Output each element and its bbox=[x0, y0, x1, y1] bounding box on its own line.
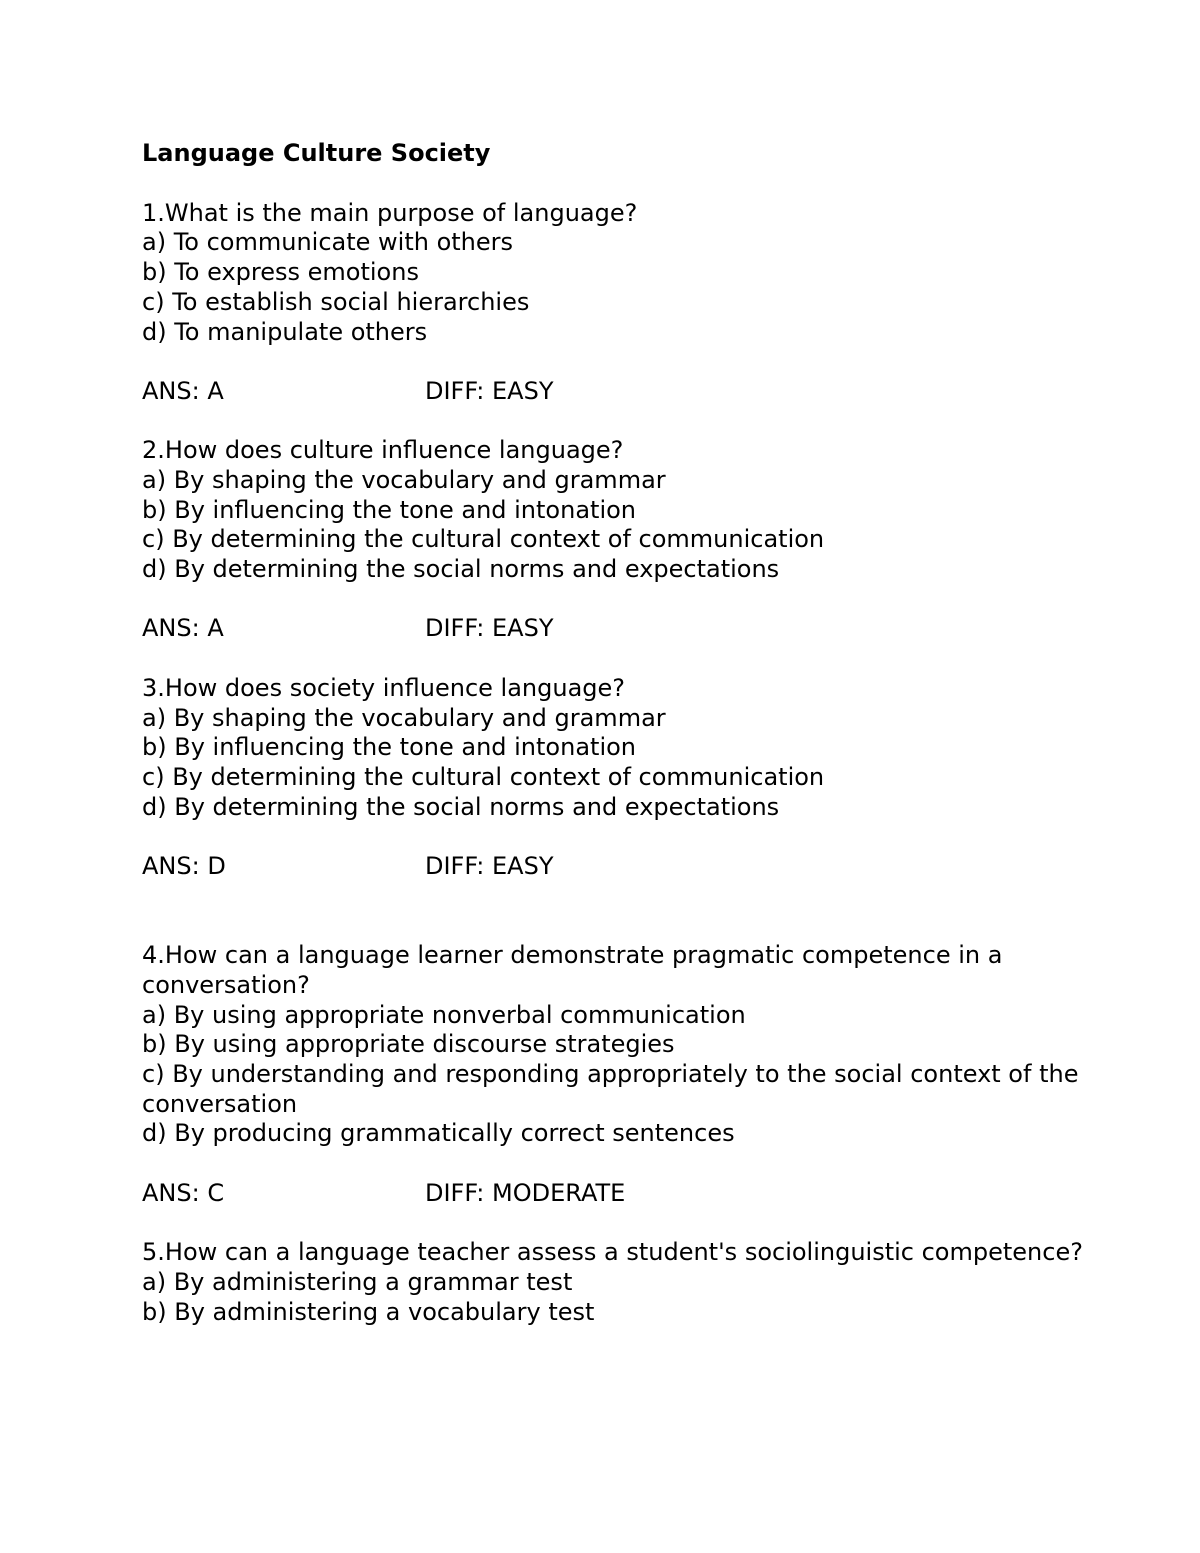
difficulty-label: DIFF: MODERATE bbox=[425, 1178, 626, 1207]
answer-row bbox=[142, 377, 1092, 407]
option-a: a) By using appropriate nonverbal communication bbox=[142, 1000, 746, 1029]
option-d: d) By producing grammatically correct sentences bbox=[142, 1119, 735, 1148]
option-b: b) By influencing the tone and intonation bbox=[142, 495, 637, 524]
answer-row bbox=[142, 852, 1092, 882]
option-b: b) By using appropriate discourse strategies bbox=[142, 1030, 675, 1059]
document-page bbox=[142, 139, 1092, 1327]
option-c: c) By determining the cultural context of communication bbox=[142, 525, 825, 554]
blank-line bbox=[142, 911, 1092, 941]
question-2 bbox=[142, 436, 1092, 644]
question-4 bbox=[142, 941, 1092, 1208]
option-a: a) By administering a grammar test bbox=[142, 1267, 573, 1296]
answer-label: ANS: C bbox=[142, 1178, 225, 1207]
question-5 bbox=[142, 1238, 1092, 1327]
option-b: b) By administering a vocabulary test bbox=[142, 1297, 595, 1326]
option-c: c) By understanding and responding appropriately to the social context of the conversation bbox=[142, 1059, 1079, 1118]
answer-row bbox=[142, 614, 1092, 644]
question-text: 1.What is the main purpose of language? bbox=[142, 198, 638, 227]
question-text: 2.How does culture influence language? bbox=[142, 436, 624, 465]
option-a: a) By shaping the vocabulary and grammar bbox=[142, 703, 666, 732]
option-c: c) To establish social hierarchies bbox=[142, 287, 530, 316]
difficulty-label: DIFF: EASY bbox=[425, 614, 554, 643]
option-a: a) By shaping the vocabulary and grammar bbox=[142, 465, 666, 494]
option-d: d) To manipulate others bbox=[142, 317, 428, 346]
option-d: d) By determining the social norms and expectations bbox=[142, 792, 780, 821]
document-title: Language Culture Society bbox=[142, 139, 491, 167]
answer-label: ANS: D bbox=[142, 852, 226, 881]
question-text: 4.How can a language learner demonstrate pragmatic competence in a conversation? bbox=[142, 941, 1003, 999]
option-c: c) By determining the cultural context of communication bbox=[142, 762, 825, 791]
answer-label: ANS: A bbox=[142, 614, 224, 643]
difficulty-label: DIFF: EASY bbox=[425, 376, 554, 405]
option-b: b) To express emotions bbox=[142, 258, 419, 287]
difficulty-label: DIFF: EASY bbox=[425, 852, 554, 881]
answer-label: ANS: A bbox=[142, 376, 224, 405]
answer-row bbox=[142, 1179, 1092, 1209]
question-1 bbox=[142, 199, 1092, 407]
option-a: a) To communicate with others bbox=[142, 228, 514, 257]
question-3 bbox=[142, 674, 1092, 882]
option-b: b) By influencing the tone and intonation bbox=[142, 733, 637, 762]
question-text: 3.How does society influence language? bbox=[142, 673, 626, 702]
question-text: 5.How can a language teacher assess a student's sociolinguistic competence? bbox=[142, 1238, 1083, 1267]
option-d: d) By determining the social norms and expectations bbox=[142, 555, 780, 584]
